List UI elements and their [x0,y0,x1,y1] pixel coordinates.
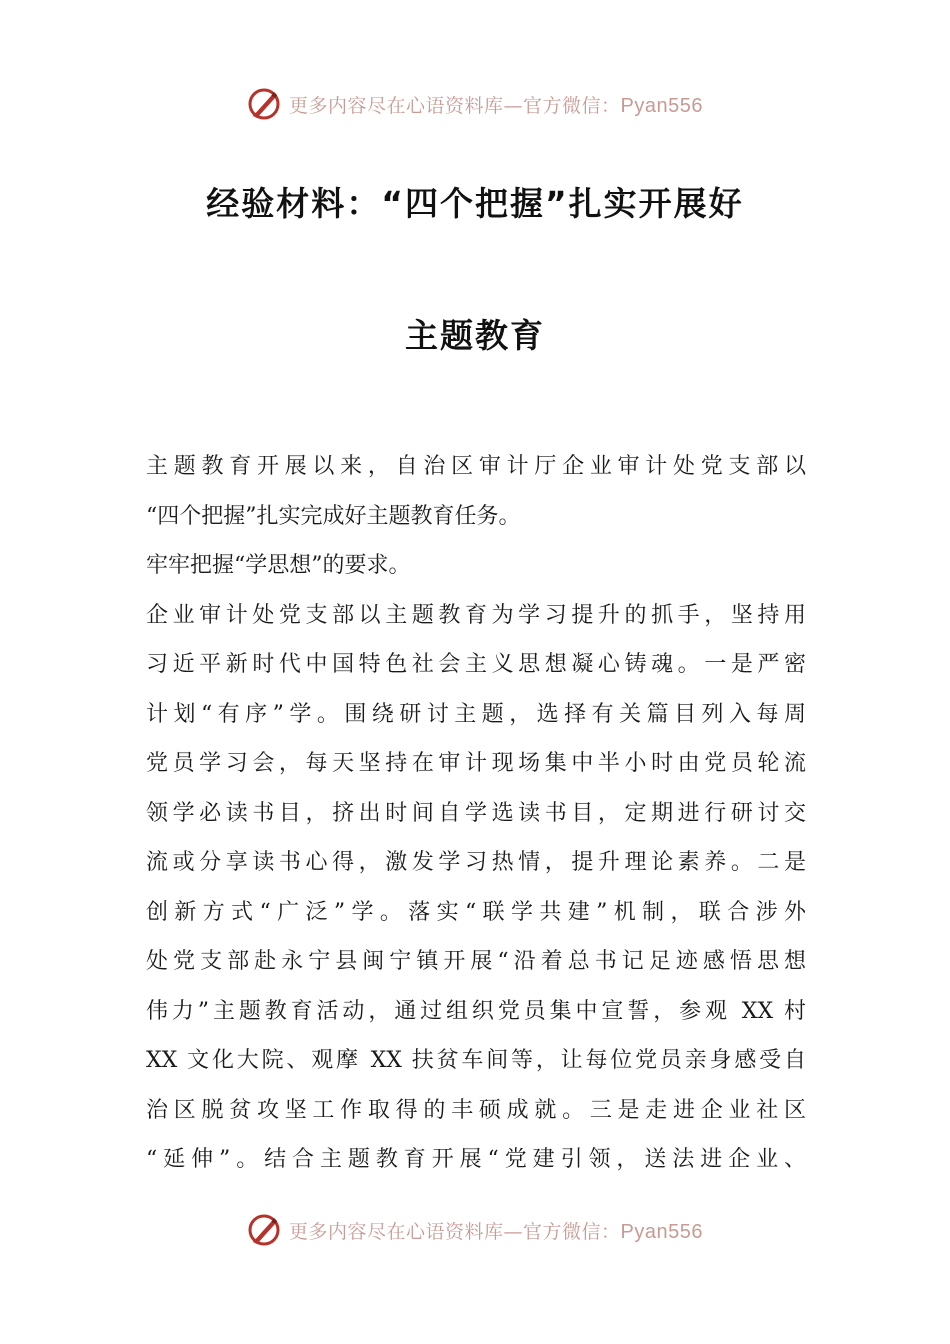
watermark-text: 更多内容尽在心语资料库—官方微信：Pyan556 [289,1220,703,1243]
body-line: 创新方式“广泛”学。落实“联学共建”机制，联合涉外 [146,899,806,925]
body-line: 党员学习会，每天坚持在审计现场集中半小时由党员轮流 [146,751,806,776]
body-line: 处党支部赴永宁县闽宁镇开展“沿着总书记足迹感悟思想 [146,949,806,974]
body-line: 习近平新时代中国特色社会主义思想凝心铸魂。一是严密 [146,652,806,677]
document-body [146,442,806,1185]
header-watermark [0,84,950,124]
footer-watermark [0,1210,950,1250]
body-line: 流或分享读书心得，激发学习热情，提升理论素养。二是 [146,850,806,875]
document-title-line-1: 经验材料：“四个把握”扎实开展好 [206,184,744,223]
body-line: 伟力”主题教育活动，通过组织党员集中宣誓，参观 XX 村 [146,998,806,1024]
watermark-text: 更多内容尽在心语资料库—官方微信：Pyan556 [289,94,703,117]
body-line: XX 文化大院、观摩 XX 扶贫车间等，让每位党员亲身感受自 [146,1048,806,1073]
body-line: “四个把握”扎实完成好主题教育任务。 [146,503,521,529]
body-line: 企业审计处党支部以主题教育为学习提升的抓手，坚持用 [146,602,806,628]
body-line: 领学必读书目，挤出时间自学选读书目，定期进行研讨交 [146,800,806,826]
pen-logo-icon [247,87,281,121]
document-title-line-2: 主题教育 [405,316,545,355]
body-line: 治区脱贫攻坚工作取得的丰硕成就。三是走进企业社区 [146,1097,806,1123]
body-line: 牢牢把握“学思想”的要求。 [146,553,411,578]
body-line: 主题教育开展以来，自治区审计厅企业审计处党支部以 [146,454,806,479]
body-line: “延伸”。结合主题教育开展“党建引领，送法进企业、 [146,1147,806,1172]
pen-logo-icon [247,1213,281,1247]
body-line: 计划“有序”学。围绕研讨主题，选择有关篇目列入每周 [146,701,806,727]
